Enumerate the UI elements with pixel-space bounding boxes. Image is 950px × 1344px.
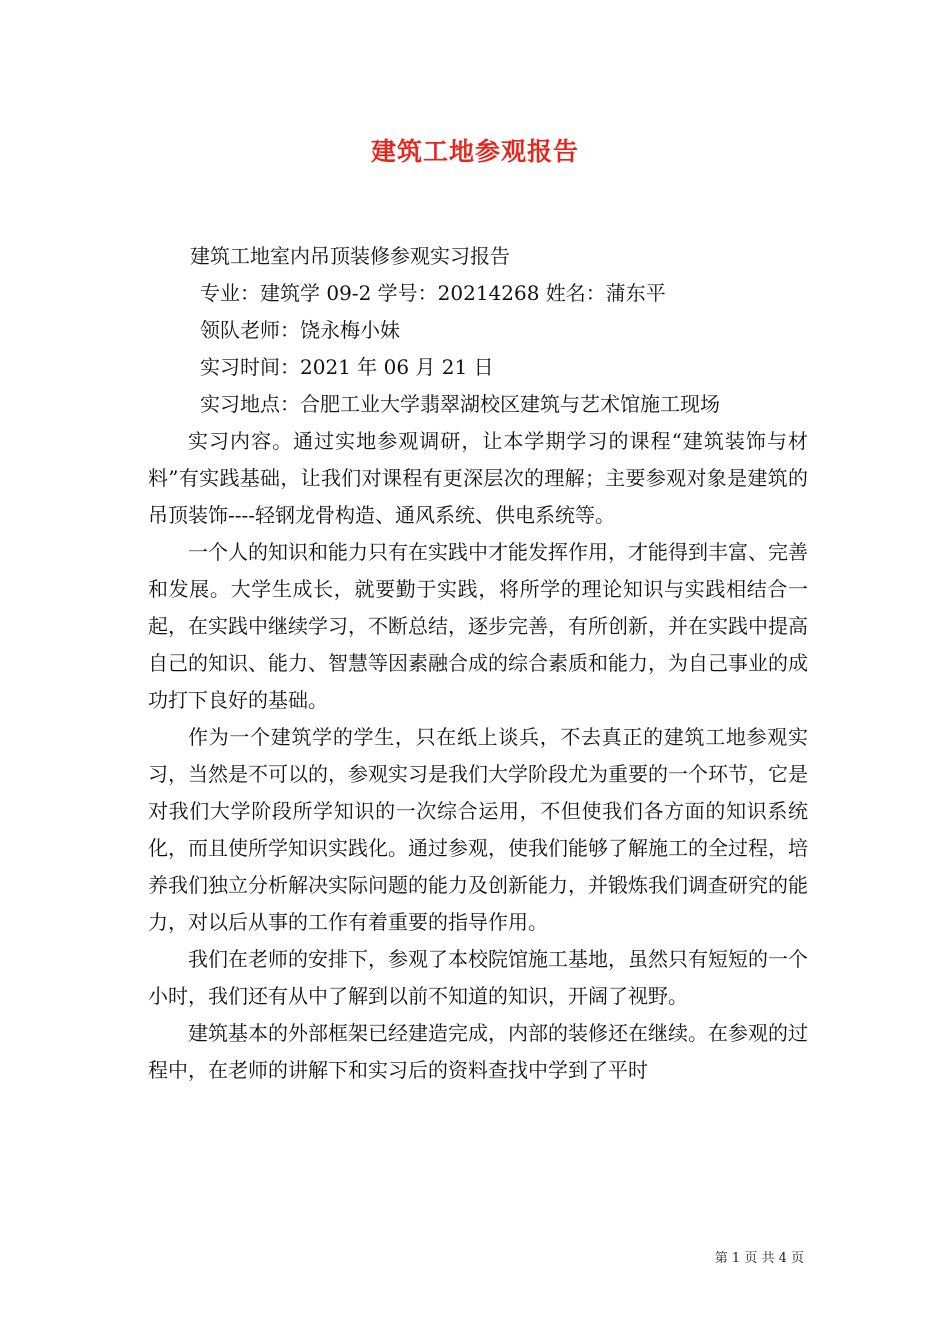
time-info-line: 实习时间：2021 年 06 月 21 日 (200, 355, 494, 379)
body-paragraph: 我们在老师的安排下，参观了本校院馆施工基地，虽然只有短短的一个小时，我们还有从中了解到以前不知道的知识，开阔了视野。 (148, 947, 808, 1008)
major-info-line: 专业：建筑学 09-2 学号：20214268 姓名：蒲东平 (200, 281, 666, 305)
page-number-footer: 第 1 页 共 4 页 (714, 1251, 804, 1266)
body-paragraph: 一个人的知识和能力只有在实践中才能发挥作用，才能得到丰富、完善和发展。大学生成长，就要勤于实践，将所学的理论知识与实践相结合一起，在实践中继续学习，不断总结，逐步完善，有所创新，并在实践中提高自己的知识、能力、智慧等因素融合成的综合素质和能力，为自己事业的成功打下良好的基础。 (148, 540, 808, 712)
report-subtitle: 建筑工地室内吊顶装修参观实习报告 (190, 244, 510, 268)
body-paragraph: 实习内容。通过实地参观调研，让本学期学习的课程“建筑装饰与材料”有实践基础，让我们对课程有更深层次的理解；主要参观对象是建筑的吊顶装饰----轻钢龙骨构造、通风系统、供电系统等。 (148, 429, 808, 527)
body-paragraph: 建筑基本的外部框架已经建造完成，内部的装修还在继续。在参观的过程中，在老师的讲解下和实习后的资料查找中学到了平时 (148, 1021, 808, 1082)
document-body (148, 238, 808, 1089)
teacher-info-line: 领队老师：饶永梅小妹 (200, 318, 400, 342)
place-info-line: 实习地点：合肥工业大学翡翠湖校区建筑与艺术馆施工现场 (200, 392, 720, 416)
document-title: 建筑工地参观报告 (370, 137, 579, 166)
body-paragraph: 作为一个建筑学的学生，只在纸上谈兵，不去真正的建筑工地参观实习，当然是不可以的，参观实习是我们大学阶段尤为重要的一个环节，它是对我们大学阶段所学知识的一次综合运用，不但使我们各方面的知识系统化，而且使所学知识实践化。通过参观，使我们能够了解施工的全过程，培养我们独立分析解决实际问题的能力及创新能力，并锻炼我们调查研究的能力，对以后从事的工作有着重要的指导作用。 (148, 725, 808, 934)
